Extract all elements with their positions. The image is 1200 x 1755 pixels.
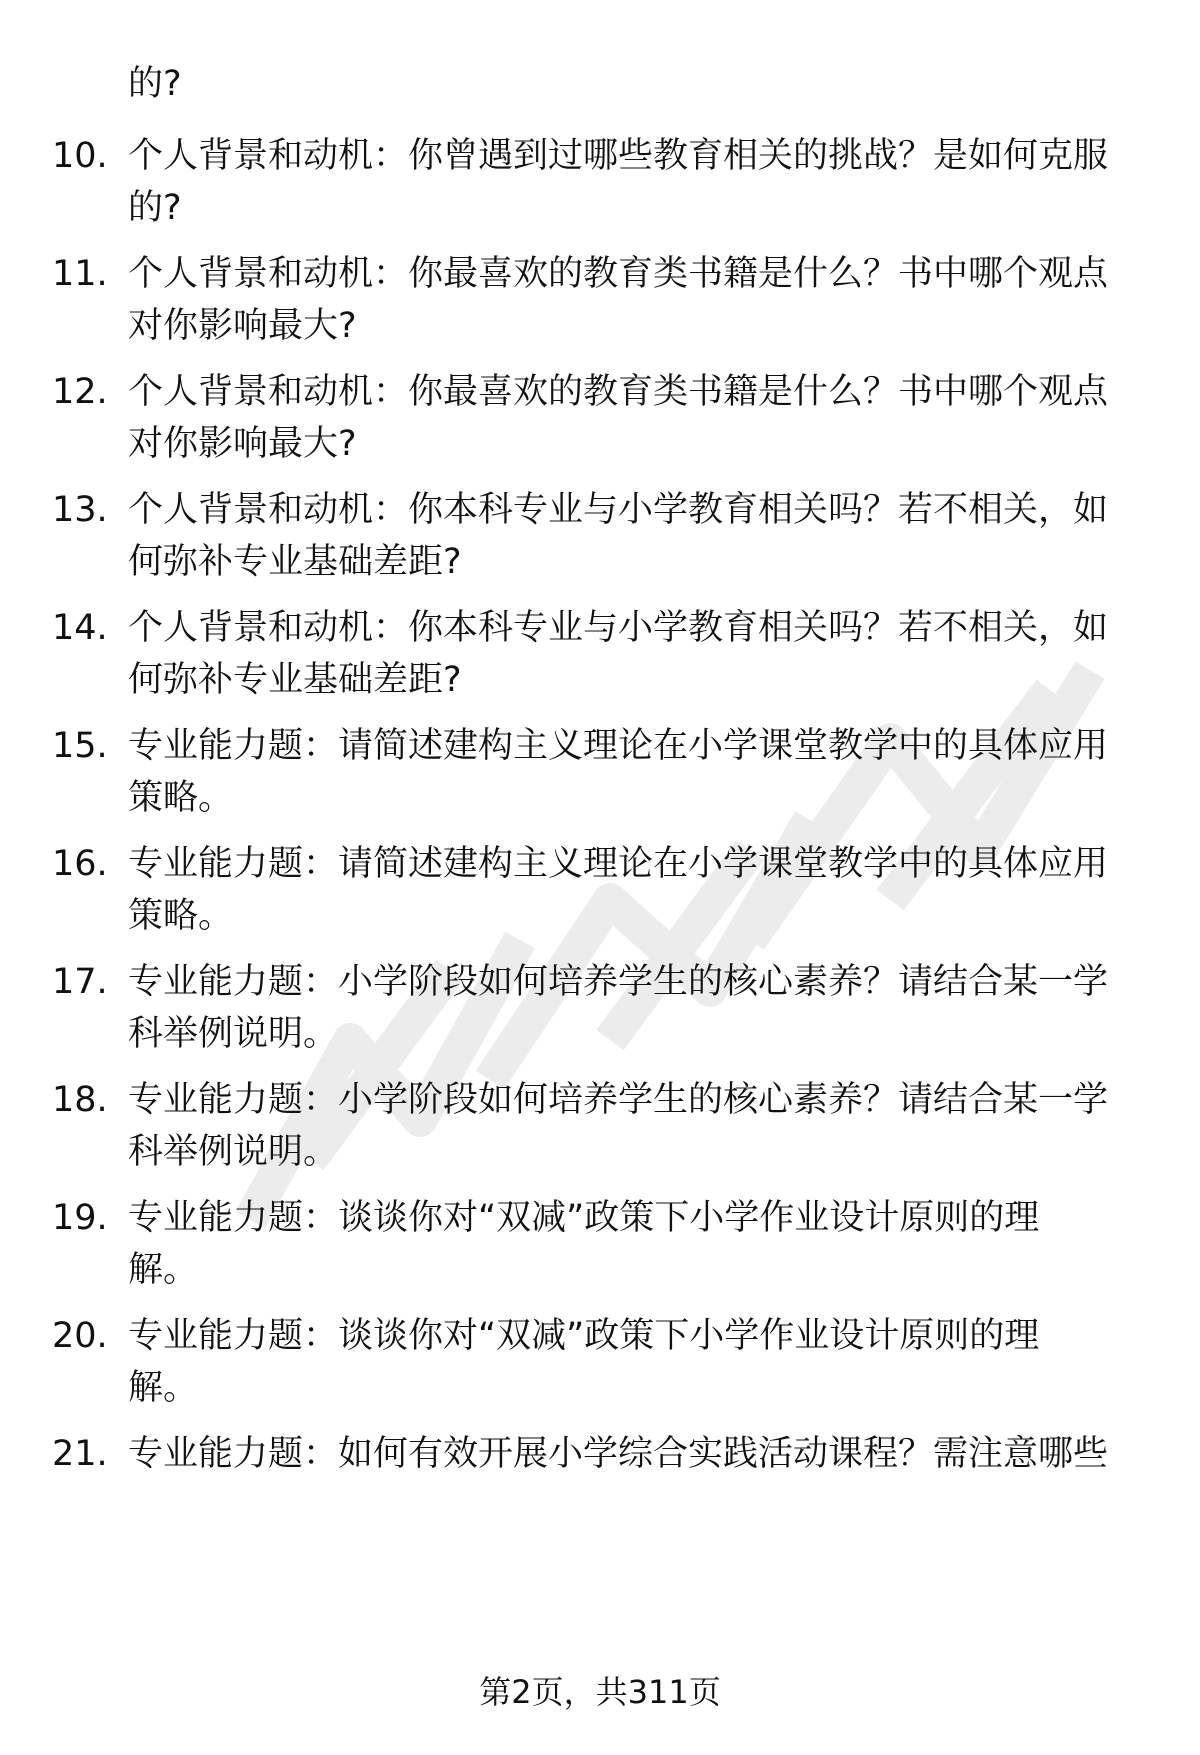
question-text: 专业能力题：谈谈你对“双减”政策下小学作业设计原则的理 解。: [128, 1316, 1040, 1408]
question-text: 专业能力题：请简述建构主义理论在小学课堂教学中的具体应用 策略。: [128, 844, 1109, 936]
question-number: 20.: [52, 1316, 108, 1356]
question-number: 21.: [52, 1434, 108, 1474]
question-text: 专业能力题：请简述建构主义理论在小学课堂教学中的具体应用 策略。: [128, 726, 1109, 818]
question-text: 个人背景和动机：你最喜欢的教育类书籍是什么？书中哪个观点 对你影响最大?: [128, 372, 1109, 464]
question-number: 13.: [52, 490, 108, 530]
question-number: 10.: [52, 136, 108, 176]
question-text: 个人背景和动机：你本科专业与小学教育相关吗？若不相关，如 何弥补专业基础差距?: [128, 608, 1109, 700]
question-number: 15.: [52, 726, 108, 766]
continued-question-tail: 的?: [128, 64, 182, 104]
question-number: 12.: [52, 372, 108, 412]
question-number: 16.: [52, 844, 108, 884]
question-number: 11.: [52, 254, 108, 294]
question-number: 17.: [52, 962, 108, 1002]
question-text: 专业能力题：谈谈你对“双减”政策下小学作业设计原则的理 解。: [128, 1198, 1040, 1290]
question-text: 专业能力题：小学阶段如何培养学生的核心素养？请结合某一学 科举例说明。: [128, 962, 1109, 1054]
question-text: 专业能力题：小学阶段如何培养学生的核心素养？请结合某一学 科举例说明。: [128, 1080, 1109, 1172]
question-text: 个人背景和动机：你本科专业与小学教育相关吗？若不相关，如 何弥补专业基础差距?: [128, 490, 1109, 582]
question-number: 19.: [52, 1198, 108, 1238]
question-number: 18.: [52, 1080, 108, 1120]
question-number: 14.: [52, 608, 108, 648]
page-footer: 第2页，共311页: [479, 1673, 721, 1711]
question-text: 个人背景和动机：你曾遇到过哪些教育相关的挑战？是如何克服 的?: [128, 136, 1109, 228]
question-text: 个人背景和动机：你最喜欢的教育类书籍是什么？书中哪个观点 对你影响最大?: [128, 254, 1109, 346]
question-text: 专业能力题：如何有效开展小学综合实践活动课程？需注意哪些: [128, 1434, 1109, 1474]
